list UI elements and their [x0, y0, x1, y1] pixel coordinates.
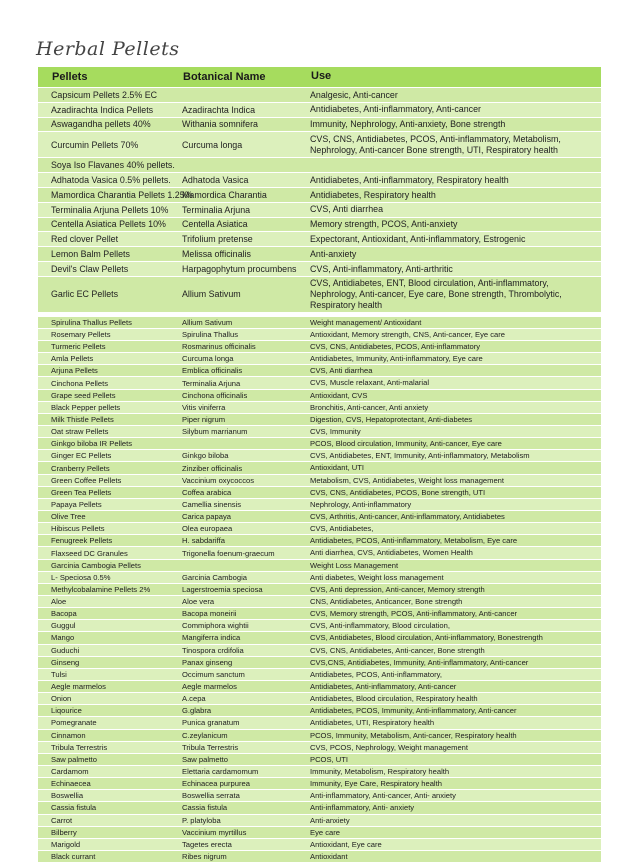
table-row — [38, 560, 601, 572]
botanical-name: Ribes nigrum — [182, 852, 227, 862]
pellet-name: Milk Thistle Pellets — [51, 414, 114, 424]
pellet-name: Marigold — [51, 839, 81, 849]
table-row — [38, 778, 601, 790]
table-row — [38, 475, 601, 487]
table-row — [38, 426, 601, 438]
pellet-name: Centella Asiatica Pellets 10% — [51, 219, 166, 230]
pellet-name: Green Tea Pellets — [51, 487, 112, 497]
botanical-name: Echinacea purpurea — [182, 779, 250, 789]
botanical-name: C.zeylanicum — [182, 730, 228, 740]
use-text: Analgesic, Anti-cancer — [310, 89, 398, 100]
pellet-name: Ginger EC Pellets — [51, 451, 112, 461]
botanical-name: Piper nigrum — [182, 414, 226, 424]
table-row — [38, 596, 601, 608]
header-pellets: Pellets — [52, 71, 88, 83]
table-row — [38, 262, 601, 277]
table-row — [38, 188, 601, 203]
pellet-name: Guggul — [51, 621, 76, 631]
use-text: Antioxidant — [310, 851, 348, 861]
botanical-name: H. sabdariffa — [182, 536, 225, 546]
pellet-name: Bacopa — [51, 609, 77, 619]
pellet-name: Cassia fistula — [51, 803, 97, 813]
table-row — [38, 681, 601, 693]
table-row — [38, 88, 601, 103]
pellet-name: Garlic EC Pellets — [51, 289, 119, 300]
use-text: CVS, Antidiabetes, — [310, 524, 374, 534]
table-row — [38, 815, 601, 827]
pellets-table — [38, 67, 601, 863]
use-text: PCOS, Blood circulation, Immunity, Anti-cancer, Eye care — [310, 439, 502, 449]
pellet-name: Mango — [51, 633, 75, 643]
table-row — [38, 705, 601, 717]
pellet-name: Turmeric Pellets — [51, 342, 106, 352]
botanical-name: Boswellia serrata — [182, 791, 240, 801]
table-row — [38, 247, 601, 262]
use-text: Nephrology, Anti-inflammatory — [310, 499, 412, 509]
use-text: CVS, PCOS, Nephrology, Weight management — [310, 742, 468, 752]
table-row — [38, 608, 601, 620]
use-text: Bronchitis, Anti-cancer, Anti anxiety — [310, 402, 429, 412]
botanical-name: Allium Sativum — [182, 289, 241, 300]
use-text: Antidiabetes, Respiratory health — [310, 189, 436, 200]
table-row — [38, 572, 601, 584]
botanical-name: Allium Sativum — [182, 317, 233, 327]
table-header — [38, 67, 601, 88]
table-row — [38, 317, 601, 329]
pellet-name: Cranberry Pellets — [51, 463, 110, 473]
use-text: Anti-inflammatory, Anti-cancer, Anti- anxiety — [310, 791, 456, 801]
table-row — [38, 341, 601, 353]
botanical-name: Tribula Terrestris — [182, 742, 239, 752]
header-use: Use — [311, 70, 332, 83]
pellet-name: Olive Tree — [51, 512, 86, 522]
table-row — [38, 487, 601, 499]
botanical-name: Aegle marmelos — [182, 682, 237, 692]
table-row — [38, 584, 601, 596]
pellet-name: Spirulina Thallus Pellets — [51, 317, 132, 327]
pellet-name: Saw palmetto — [51, 754, 98, 764]
use-text: CVS,CNS, Antidiabetes, Immunity, Anti-inflammatory, Anti-cancer — [310, 657, 529, 667]
botanical-name: Harpagophytum procumbens — [182, 263, 297, 274]
use-text: CVS, Memory strength, PCOS, Anti-inflammatory, Anti-cancer — [310, 609, 518, 619]
botanical-name: Zinziber officinalis — [182, 463, 243, 473]
use-text: Anti diarrhea, CVS, Antidiabetes, Women Health — [310, 548, 473, 558]
pellet-name: Adhatoda Vasica 0.5% pellets. — [51, 175, 171, 186]
use-text: PCOS, UTI — [310, 754, 348, 764]
botanical-name: Carica papaya — [182, 512, 231, 522]
pellet-name: Capsicum Pellets 2.5% EC — [51, 89, 158, 100]
pellet-name: Grape seed Pellets — [51, 390, 116, 400]
botanical-name: A.cepa — [182, 694, 206, 704]
table-row — [38, 329, 601, 341]
use-text: Antidiabetes, PCOS, Immunity, Anti-inflammatory, Anti-cancer — [310, 706, 517, 716]
table-row — [38, 118, 601, 133]
pellet-name: Arjuna Pellets — [51, 366, 98, 376]
botanical-name: Silybum marrianum — [182, 427, 248, 437]
use-text: Anti diabetes, Weight loss management — [310, 572, 444, 582]
botanical-name: Centella Asiatica — [182, 219, 248, 230]
use-text: CVS, CNS, Antidiabetes, PCOS, Bone strength, UTI — [310, 487, 486, 497]
use-text: CVS, Anti diarrhea — [310, 204, 384, 215]
pellet-name: Cinchona Pellets — [51, 378, 108, 388]
table-row — [38, 438, 601, 450]
use-text: CVS, Antidiabetes, ENT, Immunity, Anti-inflammatory, Metabolism — [310, 451, 530, 461]
use-text: CVS, Anti-inflammatory, Blood circulation, — [310, 621, 450, 631]
table-body-secondary — [38, 317, 601, 863]
botanical-name: Mamordica Charantia — [182, 189, 267, 200]
use-text: Expectorant, Antioxidant, Anti-inflammatory, Estrogenic — [310, 233, 526, 244]
pellet-name: Onion — [51, 694, 72, 704]
pellet-name: Amla Pellets — [51, 354, 94, 364]
botanical-name: Saw palmetto — [182, 754, 229, 764]
botanical-name: Garcinia Cambogia — [182, 572, 247, 582]
botanical-name: Trifolium pretense — [182, 234, 253, 245]
pellet-name: Terminalia Arjuna Pellets 10% — [51, 204, 169, 215]
use-text: Anti-inflammatory, Anti- anxiety — [310, 803, 415, 813]
pellet-name: Cardamom — [51, 767, 89, 777]
pellet-name: L- Speciosa 0.5% — [51, 572, 111, 582]
table-row — [38, 669, 601, 681]
table-row — [38, 103, 601, 118]
pellet-name: Hibiscus Pellets — [51, 524, 105, 534]
pellet-name: Pomegranate — [51, 718, 97, 728]
use-text: CVS, Anti diarrhea — [310, 366, 373, 376]
botanical-name: Rosmarinus officinalis — [182, 342, 256, 352]
table-body-primary — [38, 88, 601, 313]
pellet-name: Fenugreek Pellets — [51, 536, 113, 546]
table-row — [38, 402, 601, 414]
botanical-name: Vaccinium oxycoccos — [182, 475, 255, 485]
pellet-name: Curcumin Pellets 70% — [51, 139, 139, 150]
pellet-name: Black currant — [51, 852, 96, 862]
use-text: CVS, CNS, Antidiabetes, PCOS, Anti-inflammatory — [310, 342, 481, 352]
page-title: Herbal Pellets — [36, 38, 180, 60]
table-row — [38, 620, 601, 632]
pellet-name: Methylcobalamine Pellets 2% — [51, 584, 151, 594]
botanical-name: Occimum sanctum — [182, 669, 245, 679]
pellet-name: Devil's Claw Pellets — [51, 263, 129, 274]
table-row — [38, 535, 601, 547]
botanical-name: Tinospora crdifolia — [182, 645, 244, 655]
use-text: Antidiabetes, Anti-inflammatory, Anti-cancer — [310, 104, 482, 115]
use-text: Antidiabetes, PCOS, Anti-inflammatory, — [310, 669, 442, 679]
use-text: Immunity, Eye Care, Respiratory health — [310, 779, 442, 789]
use-text: CNS, Antidiabetes, Anticancer, Bone strength — [310, 597, 463, 607]
botanical-name: Vitis viniferra — [182, 402, 226, 412]
pellet-name: Garcinia Cambogia Pellets — [51, 560, 141, 570]
use-text: Antioxidant, UTI — [310, 463, 365, 473]
table-row — [38, 277, 601, 313]
botanical-name: Cinchona officinalis — [182, 390, 248, 400]
table-row — [38, 414, 601, 426]
botanical-name: Cassia fistula — [182, 803, 228, 813]
use-text: Antidiabetes, Blood circulation, Respiratory health — [310, 694, 478, 704]
pellet-name: Rosemary Pellets — [51, 329, 111, 339]
pellet-name: Aloe — [51, 597, 67, 607]
table-row — [38, 132, 601, 158]
botanical-name: Curcuma longa — [182, 139, 243, 150]
pellet-name: Guduchi — [51, 645, 80, 655]
use-text: Weight Loss Management — [310, 560, 399, 570]
pellet-name: Carrot — [51, 815, 73, 825]
pellet-name: Soya Iso Flavanes 40% pellets. — [51, 160, 175, 171]
use-text: CVS, CNS, Antidiabetes, Anti-cancer, Bone strength — [310, 645, 485, 655]
botanical-name: Melissa officinalis — [182, 249, 251, 260]
botanical-name: Withania somnifera — [182, 119, 258, 130]
use-text: Antidiabetes, UTI, Respiratory health — [310, 718, 435, 728]
use-text: Antidiabetes, Immunity, Anti-inflammatory, Eye care — [310, 354, 483, 364]
table-row — [38, 754, 601, 766]
table-row — [38, 365, 601, 377]
table-row — [38, 730, 601, 742]
table-row — [38, 766, 601, 778]
use-text: CVS, Immunity — [310, 427, 361, 437]
table-row — [38, 851, 601, 863]
table-row — [38, 657, 601, 669]
pellet-name: Flaxseed DC Granules — [51, 548, 128, 558]
table-row — [38, 839, 601, 851]
use-text: CVS, CNS, Antidiabetes, PCOS, Anti-inflammatory, Metabolism, Nephrology, Anti-cancer Bone strength, UTI, Respiratory health — [310, 134, 561, 155]
table-row — [38, 450, 601, 462]
table-row — [38, 158, 601, 173]
botanical-name: Curcuma longa — [182, 354, 234, 364]
pellet-name: Aegle marmelos — [51, 682, 106, 692]
pellet-name: Echinaecea — [51, 779, 91, 789]
botanical-name: G.glabra — [182, 706, 212, 716]
use-text: Anti-anxiety — [310, 815, 350, 825]
pellet-name: Black Pepper pellets — [51, 402, 121, 412]
table-row — [38, 827, 601, 839]
pellet-name: Bilberry — [51, 827, 77, 837]
use-text: CVS, Antidiabetes, ENT, Blood circulation, Anti-inflammatory, Nephrology, Anti-cancer, Eye care, Bone strength, Thrombolytic, Respiratory health — [310, 278, 562, 310]
use-text: Digestion, CVS, Hepatoprotectant, Anti-diabetes — [310, 414, 473, 424]
botanical-name: Coffea arabica — [182, 487, 232, 497]
pellet-name: Lemon Balm Pellets — [51, 249, 130, 260]
table-row — [38, 173, 601, 188]
pellet-name: Tulsi — [51, 669, 67, 679]
table-row — [38, 645, 601, 657]
use-text: PCOS, Immunity, Metabolism, Anti-cancer, Respiratory health — [310, 730, 517, 740]
botanical-name: Adhatoda Vasica — [182, 175, 249, 186]
use-text: Antidiabetes, Anti-inflammatory, Respiratory health — [310, 174, 509, 185]
table-row — [38, 523, 601, 535]
botanical-name: Ginkgo biloba — [182, 451, 229, 461]
pellet-name: Ginseng — [51, 657, 80, 667]
botanical-name: Tagetes erecta — [182, 839, 232, 849]
pellet-name: Liqourice — [51, 706, 82, 716]
table-row — [38, 742, 601, 754]
use-text: CVS, Anti depression, Anti-cancer, Memory strength — [310, 584, 485, 594]
use-text: Antioxidant, CVS — [310, 390, 368, 400]
use-text: CVS, Anti-inflammatory, Anti-arthritic — [310, 263, 453, 274]
use-text: Antioxidant, Eye care — [310, 839, 382, 849]
use-text: CVS, Muscle relaxant, Anti-malarial — [310, 378, 430, 388]
botanical-name: Olea europaea — [182, 524, 233, 534]
botanical-name: Aloe vera — [182, 597, 215, 607]
pellet-name: Papaya Pellets — [51, 499, 102, 509]
pellet-name: Green Coffee Pellets — [51, 475, 122, 485]
use-text: CVS, Arthritis, Anti-cancer, Anti-inflammatory, Antidiabetes — [310, 512, 505, 522]
botanical-name: Punica granatum — [182, 718, 240, 728]
use-text: Immunity, Nephrology, Anti-anxiety, Bone strength — [310, 119, 506, 130]
table-row — [38, 511, 601, 523]
botanical-name: Terminalia Arjuna — [182, 204, 251, 215]
table-row — [38, 499, 601, 511]
table-row — [38, 390, 601, 402]
pellet-name: Tribula Terrestris — [51, 742, 108, 752]
table-row — [38, 790, 601, 802]
use-text: Immunity, Metabolism, Respiratory health — [310, 766, 450, 776]
use-text: CVS, Antidiabetes, Blood circulation, Anti-inflammatory, Bonestrength — [310, 633, 543, 643]
use-text: Anti-anxiety — [310, 248, 357, 259]
botanical-name: Trigonella foenum-graecum — [182, 548, 275, 558]
table-row — [38, 462, 601, 474]
botanical-name: Panax ginseng — [182, 657, 233, 667]
botanical-name: Azadirachta Indica — [182, 104, 256, 115]
pellet-name: Aswagandha pellets 40% — [51, 119, 151, 130]
botanical-name: Spirulina Thallus — [182, 329, 239, 339]
use-text: Antidiabetes, Anti-inflammatory, Anti-cancer — [310, 682, 457, 691]
pellet-name: Mamordica Charantia Pellets 1.25% — [51, 189, 193, 200]
table-row — [38, 377, 601, 389]
pellet-name: Oat straw Pellets — [51, 427, 109, 437]
use-text: Antioxidant, Memory strength, CNS, Anti-cancer, Eye care — [310, 329, 505, 339]
botanical-name: Lagerstroemia speciosa — [182, 584, 263, 594]
use-text: Weight management/ Antioxidant — [310, 317, 422, 327]
table-row — [38, 802, 601, 814]
use-text: Memory strength, PCOS, Anti-anxiety — [310, 219, 458, 230]
use-text: Metabolism, CVS, Antidiabetes, Weight loss management — [310, 475, 505, 485]
botanical-name: Emblica officinalis — [182, 366, 243, 376]
table-row — [38, 203, 601, 218]
table-row — [38, 547, 601, 559]
use-text: Antidiabetes, PCOS, Anti-inflammatory, Metabolism, Eye care — [310, 536, 518, 546]
pellet-name: Boswellia — [51, 791, 84, 801]
botanical-name: Mangiferra indica — [182, 633, 241, 643]
botanical-name: Elettaria cardamomum — [182, 767, 259, 777]
use-text: Eye care — [310, 827, 340, 837]
table-row — [38, 218, 601, 233]
botanical-name: Commiphora wightii — [182, 621, 249, 631]
pellet-name: Cinnamon — [51, 730, 86, 740]
botanical-name: Vaccinium myrtillus — [182, 827, 247, 837]
botanical-name: Terminalia Arjuna — [182, 378, 241, 388]
table-row — [38, 693, 601, 705]
header-botanical-name: Botanical Name — [183, 71, 266, 83]
table-row — [38, 632, 601, 644]
botanical-name: Bacopa moneirii — [182, 609, 237, 619]
botanical-name: P. platyloba — [182, 815, 221, 825]
botanical-name: Camellia sinensis — [182, 499, 242, 509]
table-row — [38, 353, 601, 365]
table-row — [38, 717, 601, 729]
pellet-name: Azadirachta Indica Pellets — [51, 104, 154, 115]
pellet-name: Red clover Pellet — [51, 234, 119, 245]
pellet-name: Ginkgo biloba IR Pellets — [51, 439, 133, 449]
table-row — [38, 232, 601, 247]
